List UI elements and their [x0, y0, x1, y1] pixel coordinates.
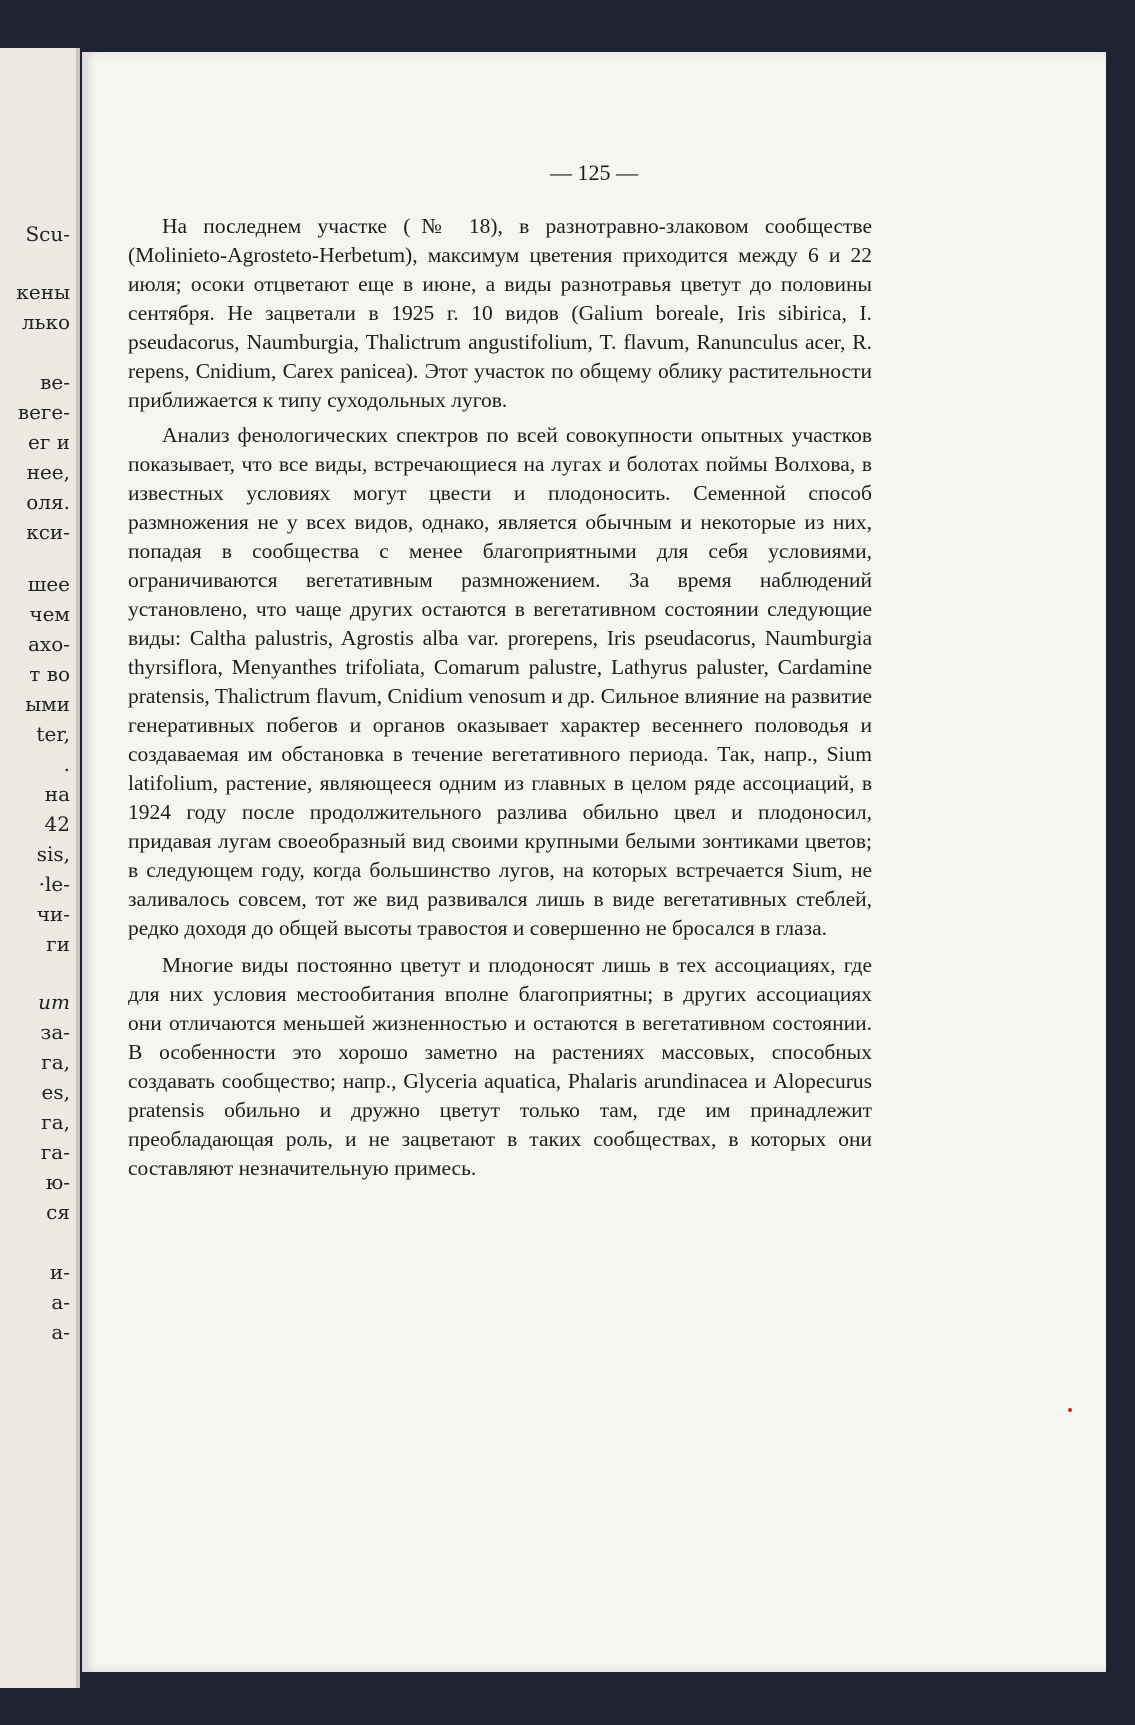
facing-page-fragment: а- [51, 1320, 70, 1344]
facing-page-edge [0, 48, 80, 1688]
facing-page-fragment: лько [21, 310, 70, 334]
facing-page-fragment: ся [46, 1200, 70, 1224]
facing-page-fragment: ter, [36, 722, 70, 746]
facing-page-fragment: за- [40, 1020, 70, 1044]
facing-page-fragment: ю- [45, 1170, 70, 1194]
facing-page-fragment: оля. [26, 490, 70, 514]
facing-page-fragment: ыми [25, 692, 70, 716]
paragraph: На последнем участке (№ 18), в разнотравно-злаковом сообществе (Molinieto-Agrosteto-Herbetum), максимум цветения приходится между 6 и 22 июля; осоки отцветают еще в июне, а виды разнотравья цветут до половины сентября. Не зацветали в 1925 г. 10 видов (Galium boreale, Iris sibirica, I. pseudacorus, Naumburgia, Thalictrum angustifolium, T. flavum, Ranunculus acer, R. repens, Cnidium, Carex panicea). Этот участок по общему облику растительности приближается к типу суходольных лугов. [128, 214, 872, 412]
facing-page-fragment: т во [29, 662, 70, 686]
facing-page-fragment: um [38, 990, 70, 1014]
facing-page-fragment: кси- [26, 520, 70, 544]
facing-page-fragment: Scu- [25, 222, 70, 246]
facing-page-fragment: ·le- [38, 872, 70, 896]
page-body [128, 212, 872, 1189]
facing-page-fragment: . [63, 752, 70, 776]
facing-page-fragment: ве- [40, 370, 70, 394]
ink-speck [1068, 1408, 1072, 1412]
facing-page-fragment: нее, [26, 460, 70, 484]
facing-page-fragment: sis, [36, 842, 70, 866]
facing-page-fragment: веге- [17, 400, 70, 424]
facing-page-fragment: ги [46, 932, 70, 956]
facing-page-fragment: а- [51, 1290, 70, 1314]
page-number: — 125 — [550, 160, 638, 185]
paragraph: Многие виды постоянно цветут и плодоносят лишь в тех ассоциациях, где для них условия местообитания вполне благоприятны; в других ассоциациях они отличаются меньшей жизненностью и остаются в вегетативном состоянии. В особенности это хорошо заметно на растениях массовых, способных создавать сообщество; напр., Glyceria aquatica, Phalaris arundinacea и Alopecurus pratensis обильно и дружно цветут только там, где им принадлежит преобладающая роль, и не зацветают в таких сообществах, в которых они составляют незначительную примесь. [128, 953, 872, 1180]
facing-page-fragment: ег и [27, 430, 70, 454]
book-page [82, 52, 1106, 1672]
facing-page-fragment: ахо- [27, 632, 70, 656]
facing-page-fragment: на [44, 782, 70, 806]
facing-page-fragment: чи- [36, 902, 70, 926]
facing-page-fragment: шее [27, 572, 70, 596]
facing-page-fragment: и- [49, 1260, 70, 1284]
paragraph: Анализ фенологических спектров по всей совокупности опытных участков показывает, что все виды, встречающиеся на лугах и болотах поймы Волхова, в известных условиях могут цвести и плодоносить. Семенной способ размножения не у всех видов, однако, является обычным и некоторые из них, попадая в сообщества с менее благоприятными для себя условиями, ограничиваются вегетативным размножением. За время наблюдений установлено, что чаще других остаются в вегетативном состоянии следующие виды: Caltha palustris, Agrostis alba var. prorepens, Iris pseudacorus, Naumburgia thyrsiflora, Menyanthes trifoliata, Comarum palustre, Lathyrus paluster, Cardamine pratensis, Thalictrum flavum, Cnidium venosum и др. Сильное влияние на развитие генеративных побегов и органов оказывает характер весеннего половодья и создаваемая им обстановка в течение вегетативного периода. Так, напр., Sium latifolium, растение, являющееся одним из главных в целом ряде ассоциаций, в 1924 году после продолжительного разлива обильно цвел и плодоносил, придавая лугам своеобразный вид своими крупными белыми зонтиками цветов; в следующем году, когда большинство лугов, на которых встречается Sium, не заливалось совсем, тот же вид развивался лишь в виде вегетативных стеблей, редко доходя до общей высоты травостоя и совершенно не бросался в глаза. [128, 423, 872, 940]
facing-page-fragment: га- [40, 1140, 70, 1164]
facing-page-fragment: кены [16, 280, 70, 304]
facing-page-fragment: чем [29, 602, 70, 626]
facing-page-fragment: га, [41, 1050, 70, 1074]
facing-page-fragment: га, [41, 1110, 70, 1134]
facing-page-fragment: es, [41, 1080, 70, 1104]
facing-page-fragment: 42 [44, 812, 70, 836]
